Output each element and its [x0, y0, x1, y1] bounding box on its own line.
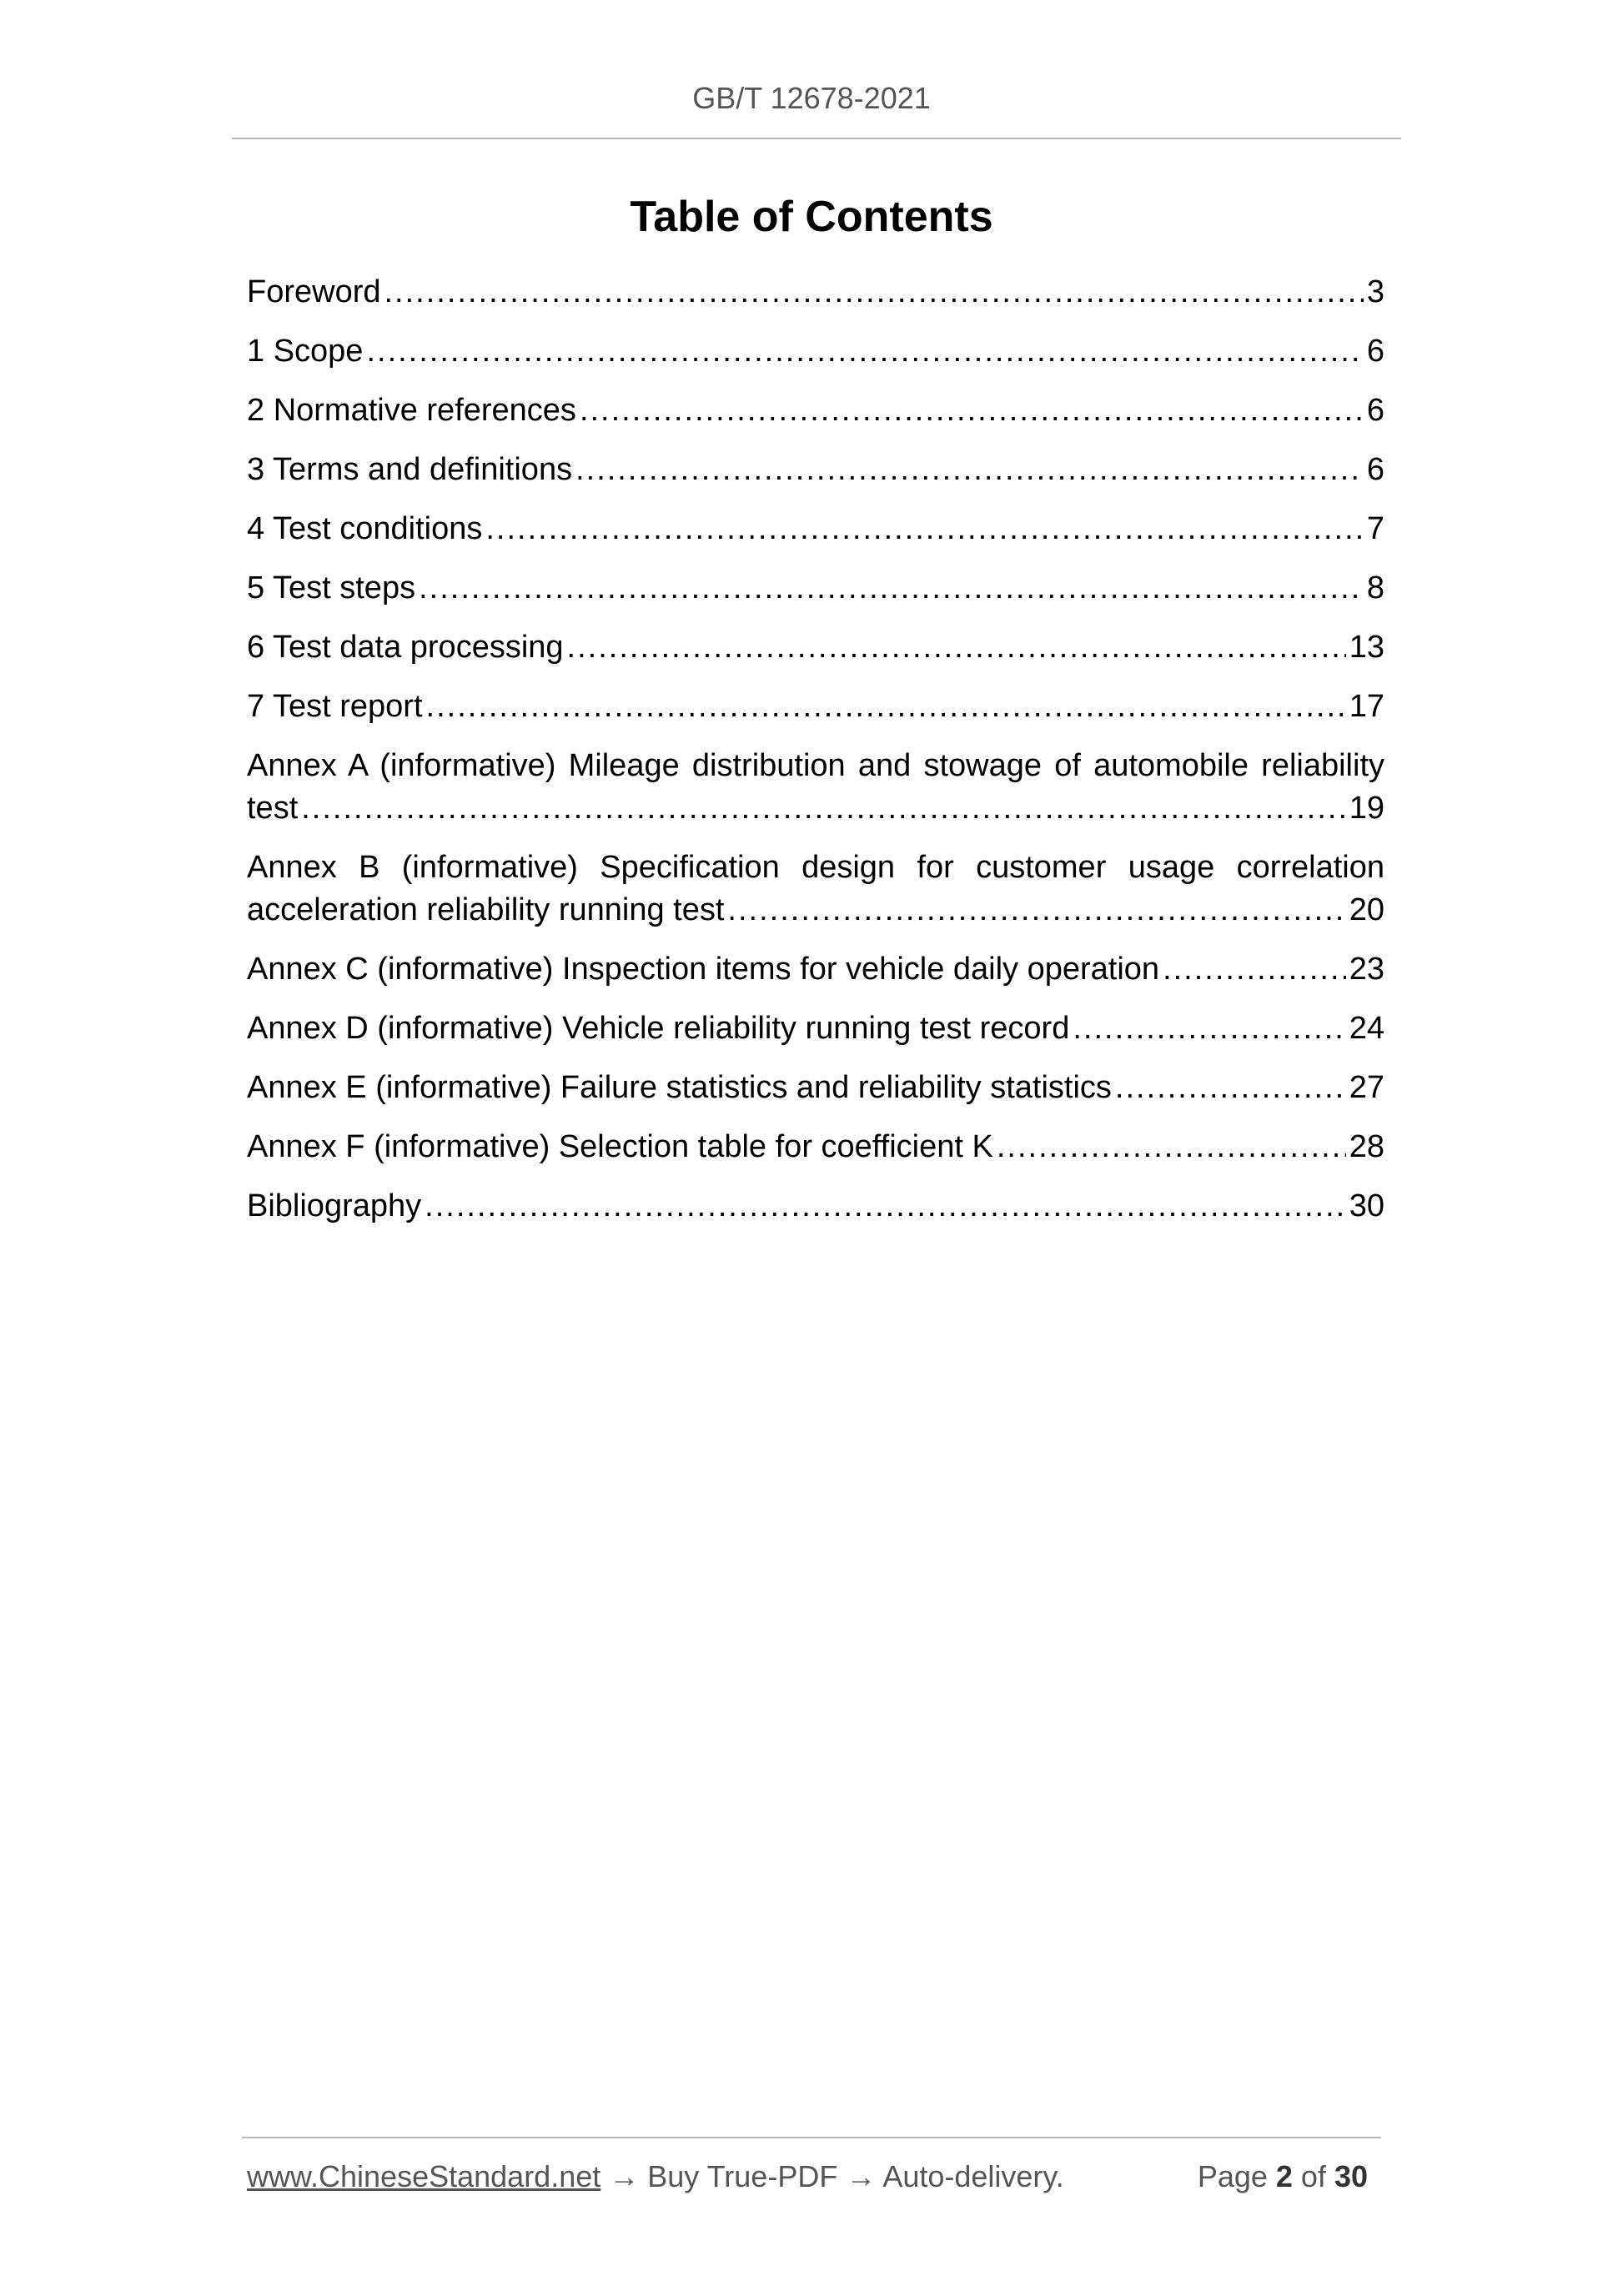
- toc-entry-annex-e[interactable]: [247, 1067, 1384, 1109]
- toc-entry-annex-c[interactable]: [247, 948, 1384, 991]
- document-code: GB/T 12678-2021: [692, 81, 931, 115]
- toc-entry-label: Annex E (informative) Failure statistics and reliability statistics: [247, 1070, 1112, 1105]
- toc-entry-page: 8: [1366, 570, 1384, 605]
- toc-entry-page: 6: [1366, 393, 1384, 428]
- toc-entry-page: 6: [1366, 334, 1384, 369]
- toc-entry-normative-references[interactable]: [247, 389, 1384, 432]
- dot-leader: [426, 686, 1346, 728]
- toc-entry-terms-and-definitions[interactable]: [247, 449, 1384, 491]
- toc-entry-test-conditions[interactable]: [247, 508, 1384, 550]
- toc-entry-annex-a[interactable]: [247, 745, 1384, 830]
- page-of: of: [1300, 2159, 1326, 2193]
- page-current: 2: [1275, 2159, 1293, 2193]
- toc-entry-label: test: [247, 791, 299, 826]
- toc-entry-label: Foreword: [247, 274, 381, 309]
- toc-entry-page: 27: [1349, 1070, 1384, 1105]
- toc-entry-scope[interactable]: [247, 330, 1384, 373]
- dot-leader: [384, 271, 1364, 314]
- toc-entry-foreword[interactable]: [247, 271, 1384, 314]
- toc-entry-page: 30: [1349, 1188, 1384, 1223]
- dot-leader: [1115, 1067, 1346, 1109]
- page-total: 30: [1334, 2159, 1368, 2193]
- toc-entry-page: 23: [1349, 952, 1384, 987]
- dot-leader: [997, 1126, 1346, 1168]
- toc-entry-label: Annex D (informative) Vehicle reliability running test record: [247, 1011, 1070, 1046]
- toc-entry-test-report[interactable]: [247, 686, 1384, 728]
- toc-title: Table of Contents: [630, 193, 993, 241]
- toc-entry-page: 28: [1349, 1129, 1384, 1164]
- dot-leader: [301, 787, 1345, 830]
- footer-promo-text: → Buy True-PDF → Auto-delivery.: [600, 2159, 1064, 2193]
- toc-entry-test-steps[interactable]: [247, 567, 1384, 610]
- toc-entry-label: 1 Scope: [247, 334, 364, 369]
- table-of-contents: [247, 271, 1384, 1244]
- toc-entry-page: 24: [1349, 1011, 1384, 1046]
- toc-entry-annex-d[interactable]: [247, 1007, 1384, 1050]
- toc-entry-test-data-processing[interactable]: [247, 626, 1384, 669]
- toc-entry-label-line1: Annex B (informative) Specification design for customer usage correlation: [247, 850, 1384, 885]
- toc-entry-page: 19: [1349, 791, 1384, 826]
- page-word: Page: [1197, 2159, 1268, 2193]
- dot-leader: [1163, 948, 1346, 991]
- toc-entry-label: 3 Terms and definitions: [247, 452, 573, 487]
- footer-divider: [242, 2137, 1381, 2138]
- toc-entry-label-line1: Annex A (informative) Mileage distribution and stowage of automobile reliability: [247, 748, 1384, 783]
- toc-entry-label: 5 Test steps: [247, 570, 416, 605]
- toc-entry-label: 6 Test data processing: [247, 630, 564, 665]
- toc-entry-page: 7: [1366, 511, 1384, 546]
- toc-entry-page: 3: [1366, 274, 1384, 309]
- toc-entry-page: 6: [1366, 452, 1384, 487]
- footer-promo: [247, 2158, 1064, 2195]
- header-divider: [232, 138, 1401, 139]
- dot-leader: [575, 449, 1364, 491]
- dot-leader: [1073, 1007, 1345, 1050]
- toc-entry-label: Annex F (informative) Selection table for coefficient K: [247, 1129, 993, 1164]
- toc-entry-label: Bibliography: [247, 1188, 422, 1223]
- site-link[interactable]: www.ChineseStandard.net: [247, 2159, 601, 2193]
- dot-leader: [425, 1185, 1346, 1228]
- page-number: [1198, 2158, 1376, 2195]
- dot-leader: [366, 330, 1363, 373]
- toc-entry-bibliography[interactable]: [247, 1185, 1384, 1228]
- toc-entry-annex-b[interactable]: [247, 847, 1384, 932]
- toc-entry-page: 20: [1349, 892, 1384, 927]
- dot-leader: [567, 626, 1346, 669]
- toc-entry-label: 2 Normative references: [247, 393, 576, 428]
- toc-entry-page: 17: [1349, 689, 1384, 724]
- dot-leader: [419, 567, 1364, 610]
- toc-entry-label: acceleration reliability running test: [247, 892, 725, 927]
- toc-entry-annex-f[interactable]: [247, 1126, 1384, 1168]
- dot-leader: [485, 508, 1363, 550]
- dot-leader: [580, 389, 1364, 432]
- toc-entry-label: 4 Test conditions: [247, 511, 483, 546]
- dot-leader: [727, 889, 1345, 932]
- toc-entry-label: Annex C (informative) Inspection items for vehicle daily operation: [247, 952, 1160, 987]
- toc-entry-label: 7 Test report: [247, 689, 423, 724]
- toc-entry-page: 13: [1349, 630, 1384, 665]
